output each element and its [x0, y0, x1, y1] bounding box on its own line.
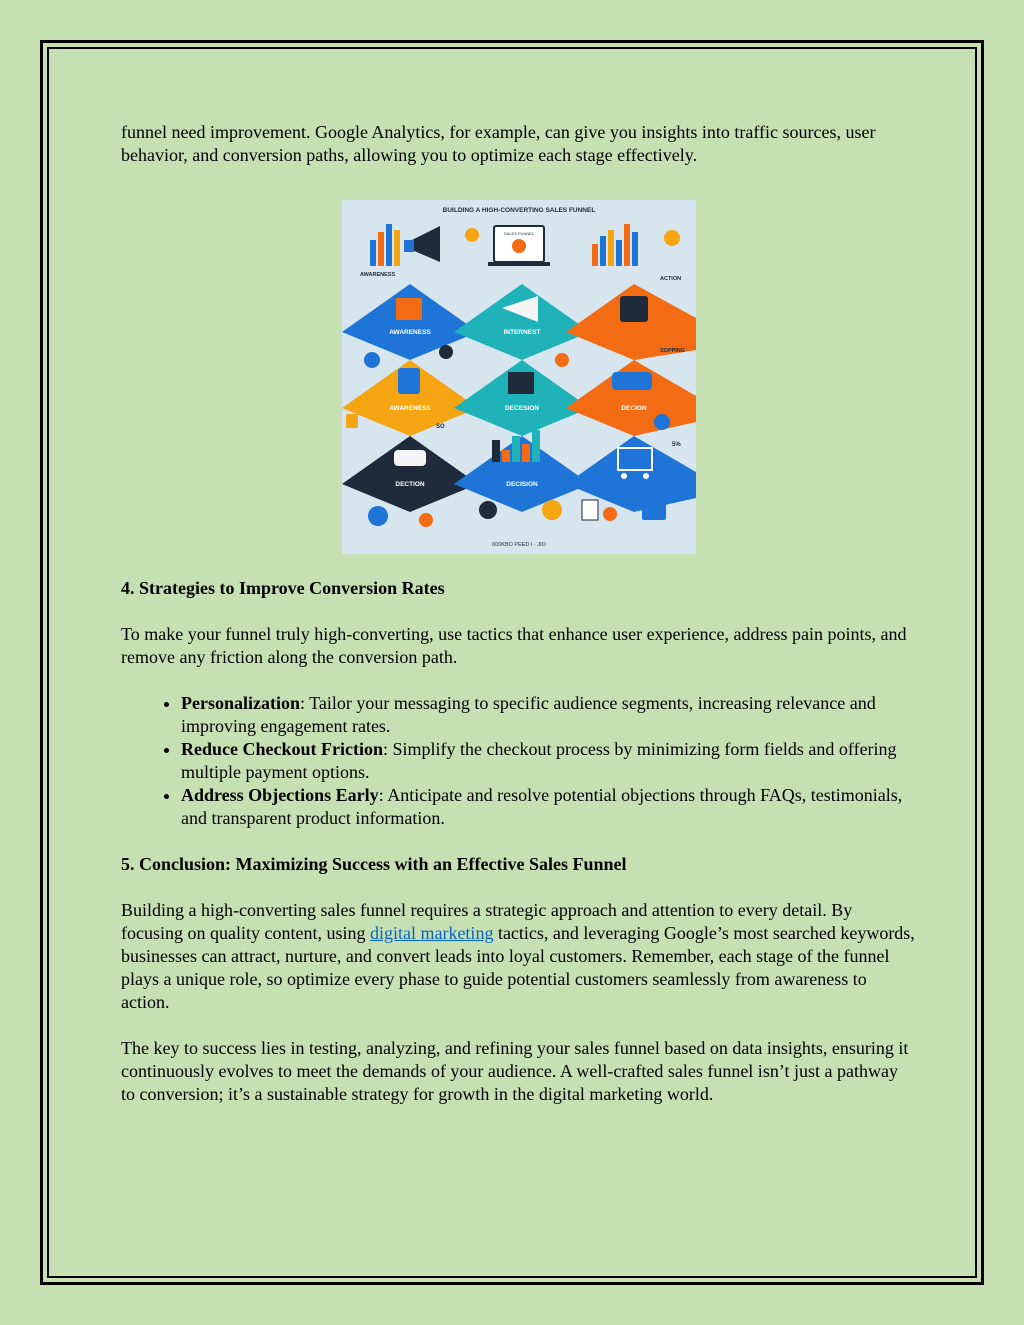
- briefcase-icon: [508, 372, 534, 394]
- section-5-paragraph-1: Building a high-converting sales funnel requires a strategic approach and attention to every detail. By focusing on quality content, using digital marketing tactics, and leveraging Google’s most searched keywords, businesses can attract, nurture, and convert leads into loyal customers. Remember, each stage of the funnel plays a unique role, so optimize every phase to guide potential customers seamlessly from awareness to action.: [121, 900, 915, 1012]
- section-5-heading: 5. Conclusion: Maximizing Success with an Effective Sales Funnel: [121, 854, 627, 874]
- list-item: [181, 692, 916, 738]
- store-icon: [396, 298, 422, 320]
- list-item: [181, 738, 916, 784]
- label-decision-3: DECTION: [394, 481, 425, 488]
- bullet-text: : Simplify the checkout process by minimizing form fields and offering multiple payment options.: [181, 739, 897, 782]
- lock-icon: [346, 414, 358, 428]
- label-action: ACTION: [659, 276, 681, 282]
- coin-icon: [664, 230, 680, 246]
- strategies-list: [121, 692, 916, 830]
- label-awareness-1: AWARENESS: [388, 329, 431, 336]
- list-item: [181, 784, 916, 830]
- side-label-so: SO: [435, 424, 445, 430]
- infographic-footer: 600KBO PEED I · JIO: [491, 542, 546, 548]
- sales-funnel-infographic: [342, 200, 696, 554]
- dollar-icon: [654, 414, 670, 430]
- intro-paragraph: funnel need improvement. Google Analytics, for example, can give you insights into traffic sources, user behavior, and conversion paths, allowing you to optimize each stage effectively.: [121, 122, 876, 165]
- bullet-text: : Anticipate and resolve potential objections through FAQs, testimonials, and transparent product information.: [181, 785, 903, 828]
- infographic-title: BUILDING A HIGH-CONVERTING SALES FUNNEL: [442, 207, 595, 214]
- document-body: [121, 121, 916, 1129]
- label-awareness-top: AWARENESS: [359, 272, 395, 278]
- label-decision-4: DECISION: [505, 481, 538, 488]
- section-5-paragraph-2: The key to success lies in testing, analyzing, and refining your sales funnel based on data insights, ensuring it continuously evolves to meet the demands of your audience. A well-crafted sales funnel isn’t just a pathway to conversion; it’s a sustainable strategy for growth in the digital marketing world.: [121, 1038, 909, 1104]
- section-4-intro: To make your funnel truly high-converting, use tactics that enhance user experience, address pain points, and remove any friction along the conversion path.: [121, 624, 907, 667]
- shopping-bag-icon: [398, 368, 420, 394]
- monitor-icon: [642, 500, 666, 520]
- digital-marketing-link[interactable]: digital marketing: [369, 923, 494, 943]
- analytics-pie-icon: [542, 500, 562, 520]
- lightbulb-icon: [465, 228, 479, 242]
- target-icon: [439, 345, 453, 359]
- car-icon: [612, 372, 652, 390]
- bullet-term: Address Objections Early: [181, 785, 379, 805]
- gear-icon: [555, 353, 569, 367]
- label-shopping: SOPPING: [659, 348, 685, 354]
- bullet-term: Reduce Checkout Friction: [181, 739, 383, 759]
- label-decision-2: DECION: [620, 405, 647, 412]
- infographic-figure: [121, 190, 916, 554]
- side-label-pct: 5%: [671, 442, 681, 448]
- label-interest: INTERNEST: [503, 329, 540, 336]
- pie-chart-icon: [368, 506, 388, 526]
- people-icon: [364, 352, 380, 368]
- label-awareness-2: AWARENESS: [388, 405, 431, 412]
- laptop-screen-label: SALES FUNNEL: [503, 231, 534, 236]
- location-pin-icon: [603, 507, 617, 521]
- document-icon: [582, 500, 598, 520]
- robot-icon: [620, 296, 648, 322]
- user-avatar-icon: [479, 501, 497, 519]
- settings-icon: [419, 513, 433, 527]
- bullet-term: Personalization: [181, 693, 300, 713]
- label-decision-1: DECESION: [504, 405, 539, 412]
- section-4-heading: 4. Strategies to Improve Conversion Rates: [121, 578, 445, 598]
- bullet-text: : Tailor your messaging to specific audience segments, increasing relevance and improving engagement rates.: [181, 693, 876, 736]
- handshake-icon: [394, 450, 426, 466]
